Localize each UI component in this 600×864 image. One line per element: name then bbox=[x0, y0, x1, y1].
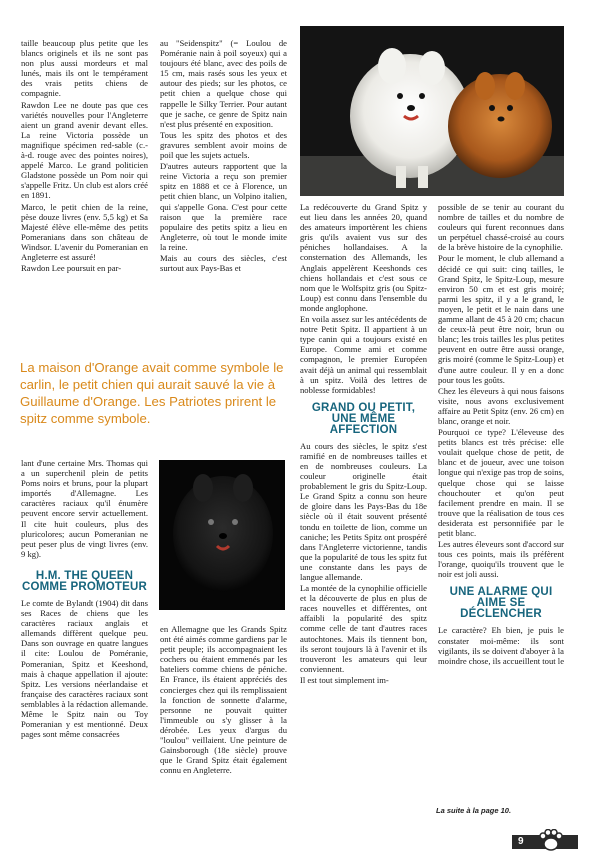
paragraph: Chez les éleveurs à qui nous faisons visite, nous avons exclusivement affaire au Petit Spitz (env. 26 cm) en blanc, orange et noir. bbox=[438, 385, 564, 426]
photo-black-spitz bbox=[159, 460, 285, 610]
paragraph: Rawdon Lee ne doute pas que ces variétés nouvelles pour l'Angleterre aient un grand avenir devant elles. La reine Victoria possède un magnifique spécimen red-sable (c.-à-d. rouge avec des pointes noires), appelé Marco. Le grand politicien Gladstone possède un Pom noir qui s'appelle Fritz. Un club est alors créé en 1891. bbox=[21, 99, 148, 201]
paragraph: Marco, le petit chien de la reine, pèse douze livres (env. 5,5 kg) et Sa Majesté élève elle-même des petits Pomeranians dans son château de Windsor. L'avenir du Pomeranian en Angleterre est assuré! bbox=[21, 201, 148, 262]
paragraph: Pourquoi ce type? L'éleveuse des petits blancs est très précise: elle voulait quelque chose de petit, de blanc et de joueur, avec une toison longue qui n'exige pas trop de soins, quelque chose qui se laisse chouchouter et qu'on peut facilement prendre en main. Il se trouve que la réalisation de tous ces desiderata est personnifiée par le petit blanc. bbox=[438, 427, 564, 538]
col2-bottom bbox=[160, 624, 287, 776]
black-spitz-illustration bbox=[159, 460, 285, 610]
heading-queen: H.M. THE QUEEN COMME PROMOTEUR bbox=[21, 569, 148, 593]
paragraph: Au cours des siècles, le spitz s'est ramifié en de nombreuses tailles et en de nombreuses couleurs. La couleur originelle était probablement le gris du Spitz-Loup. Le Grand Spitz a connu son heure de gloire dans les Pays-Bas du 18e siècle où il était souvent présenté tondu en toilette de lion, comme un caniche; les Petits Spitz ont prospéré dans l'Angleterre victorienne, tandis que la popularité de tous les spitz fut une constante dans les pays de langue allemande. bbox=[300, 440, 427, 582]
page-number: 9 bbox=[518, 836, 524, 847]
paragraph: Il est tout simplement im- bbox=[300, 674, 389, 685]
paragraph: En voila assez sur les antécédents de notre Petit Spitz. Il appartient à un type canin qui a toujours existé en Europe. Comme ami et comme compagnon, le premier Européen avait déjà un animal qui ressemblait à un spitz. Voilà des lettres de noblesse formidables! bbox=[300, 314, 427, 395]
paragraph: Le comte de Bylandt (1904) dit dans ses Races de chiens que les caractères raciaux anglais et allemands diffèrent quelque peu. Dans son ouvrage en quatre langues il cite: Loulou de Poméranie, Pomeranian, Spitz et Keeshond, mais à chaque appellation il ajoute: Spitz. Les versions néerlandaise et française des caractères raciaux sont semblables à la rédaction allemande. Même le Spitz nain ou Toy Pomeranian y est mentionné. Deux pages sont même consacrées bbox=[21, 597, 148, 740]
col1-top bbox=[21, 38, 148, 274]
paragraph: D'autres auteurs rapportent que la reine Victoria a reçu son premier spitz en 1888 et ce à Florence, un petit chien blanc, un Volpino italien, qui s'appelle Gona. C'est pour cette raison que la première race populaire des petits spitz a lieu en Angleterre, où tout le monde imite la reine. bbox=[160, 161, 287, 252]
col2-top bbox=[160, 38, 287, 274]
paragraph: Les autres éleveurs sont d'accord sur tous ces points, mais ils préfèrent l'orange, quoiqu'ils trouvent que le noir est joli aussi. bbox=[438, 539, 564, 580]
paw-icon bbox=[538, 829, 564, 851]
spitz-duo-illustration bbox=[300, 26, 564, 196]
continued-note: La suite à la page 10. bbox=[436, 806, 512, 815]
paragraph: Mais au cours des siècles, c'est surtout aux Pays-Bas et bbox=[160, 252, 287, 274]
col1-bottom bbox=[21, 458, 148, 740]
col3 bbox=[300, 202, 427, 686]
paragraph: au "Seidenspitz" (= Loulou de Poméranie nain à poil soyeux) qui a toujours été blanc, avec des poils de 15 cm, mais rasés sous les yeux et autour des pieds; sur les photos, ce petit chien a quelque chose qui rappelle le Silky Terrier. Pour autant que je sache, ce genre de Spitz nain n'est plus présenté en exposition. bbox=[160, 38, 287, 129]
paragraph: en Allemagne que les Grands Spitz ont été aimés comme gardiens par le petit peuple; ils accompagnaient les cochers ou étaient emmenés par les bateliers comme chiens de péniche. En France, ils étaient appréciés des concierges chez qui ils remplissaient la fonction de sonnette d'alarme, personne ne pouvait quitter l'immeuble ou s'y glisser à la dérobée. Les yeux d'argus du "loulou" veillaient. Une peinture de Gainsborough (18e siècle) prouve que le Grand Spitz était également connu en Angleterre. bbox=[160, 624, 287, 776]
col4 bbox=[438, 202, 564, 667]
pull-quote: La maison d'Orange avait comme symbole le carlin, le petit chien qui aurait sauvé la vie à Guillaume d'Orange. Les Patriotes prirent le spitz comme symbole. bbox=[20, 360, 284, 426]
paragraph: taille beaucoup plus petite que les blancs originels et ils ne sont pas non plus aussi mordeurs et mal lunés, mais ils ont le tempérament des vrais petits chiens de compagnie. bbox=[21, 38, 148, 99]
paragraph: La redécouverte du Grand Spitz y eut lieu dans les années 20, quand des amateurs importèrent les chiens gris qu'ils avaient vus sur des péniches hollandaises. A la consternation des Allemands, les Anglais appelèrent Keeshonds ces chiens hollandais et c'est sous ce nom que le Wolfspitz gris (ou Spitz-Loup) est connu dans l'ensemble du monde anglophone. bbox=[300, 202, 427, 313]
paragraph: Tous les spitz des photos et des gravures semblent avoir moins de poil que les sujets actuels. bbox=[160, 129, 287, 161]
photo-white-orange-spitz bbox=[300, 26, 564, 196]
paragraph: possible de se tenir au courant du nombre de tailles et du nombre de couleurs qui furent reconnues dans un perpétuel chassé-croisé au cours de la brève histoire de la cynophilie. bbox=[438, 202, 564, 253]
paragraph: Rawdon Lee poursuit en par- bbox=[21, 263, 122, 274]
paragraph: lant d'une certaine Mrs. Thomas qui a un superchenil plein de petits Poms noirs et bruns, pour la plupart importés d'Allemagne. Les caractères raciaux qu'il énumère peuvent encore servir actuellement. Il cite huit couleurs, plus des pluricolores; aucun Pomeranian ne peut peser plus de vingt livres (env. 9 kg). bbox=[21, 458, 148, 559]
paragraph: Pour le moment, le club allemand a décidé ce qui suit: cinq tailles, le Grand Spitz, le Spitz-Loup, mesure environ 50 cm et est gris moiré; parmi les spitz, il y a le grand, le moyen, le petit et le nain dans une gamme allant de 45 à 20 cm; chacun de ceux-là peut être noir, brun ou blanc; les trois tailles les plus petites peuvent en outre être aussi orange, gris moiré (comme le Spitz-Loup) et d'une autre couleur. Il y en a donc pour tous les goûts. bbox=[438, 253, 564, 385]
paragraph: Le caractère? Eh bien, je puis le constater moi-même: ils sont vigilants, ils se doivent d'aboyer à la moindre chose, ils accueillent tout le bbox=[438, 625, 565, 666]
heading-alarme: UNE ALARME QUI AIME SE DÉCLENCHER bbox=[449, 586, 553, 621]
paragraph: La montée de la cynophilie officielle et la découverte de plus en plus de races nouvelles et différentes, ont affaibli la popularité des spitz comme celle de tant d'autres races autochtones. Mais ils tiennent bon, ils seront toujours là à l'avenir et ils trouveront les amateurs qui leur conviennent. bbox=[300, 583, 427, 674]
heading-grand-petit: GRAND OU PETIT, UNE MÊME AFFECTION bbox=[311, 401, 416, 436]
